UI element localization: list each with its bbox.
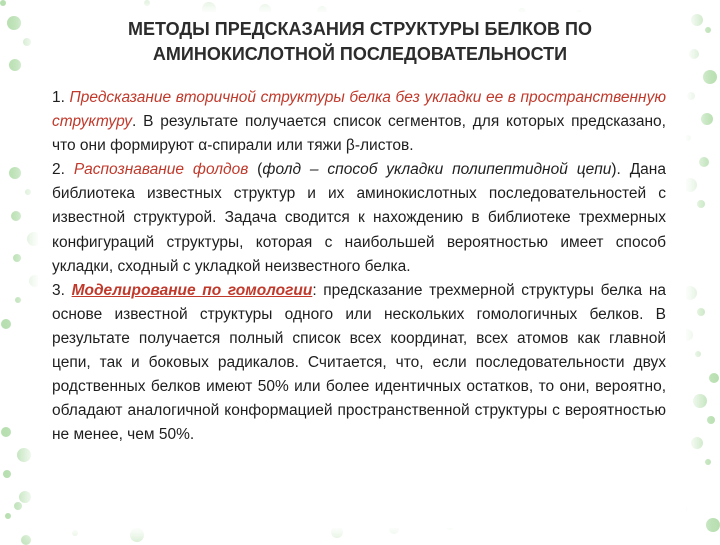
leaf-decoration [687, 92, 695, 100]
leaf-decoration [144, 0, 150, 6]
leaf-decoration [697, 200, 705, 208]
leaf-decoration [13, 254, 21, 262]
leaf-decoration [706, 518, 720, 532]
method-name: Моделирование по гомологии [71, 281, 313, 299]
leaf-decoration [17, 448, 31, 462]
leaf-decoration [5, 513, 11, 519]
leaf-decoration [1, 319, 11, 329]
leaf-decoration [699, 157, 709, 167]
leaf-decoration [15, 297, 21, 303]
paren-open: ( [248, 161, 263, 179]
method-name: Предсказание вторичной структуры белка без укладки ее в пространственную структуру [52, 89, 666, 131]
page-title [40, 17, 680, 67]
paragraph-text: ). Дана библиотека известных структур и их аминокислотных последовательностей с известной структурой. Задача сводится к нахождению в библиотеке трехмерных конфигураций структуры, которая с наибольшей вероятностью имеет способ укладки, сходный с укладкой неизвестного белка. [52, 161, 666, 275]
leaf-decoration [691, 437, 703, 449]
title-line-2: АМИНОКИСЛОТНОЙ ПОСЛЕДОВАТЕЛЬНОСТИ [152, 44, 568, 64]
method-name: Распознавание фолдов [73, 161, 249, 179]
leaf-decoration [703, 70, 717, 84]
leaf-decoration [72, 530, 78, 536]
leaf-decoration [7, 16, 21, 30]
paragraph-text: . В результате получается список сегментов, для которых предсказано, что они формируют α-спирали или тяжи β-листов. [52, 113, 666, 155]
leaf-decoration [693, 394, 707, 408]
paragraph-3 [52, 279, 666, 448]
paragraph-text: : предсказание трехмерной структуры белка на основе известной структуры одного или нескольких гомологичных белков. В результате получается полный список всех координат, всех атомов как главной цепи, так и боковых радикалов. Считается, что, если последовательности двух родственных белков имеют 50% или более идентичных остатков, то они, вероятно, обладают аналогичной конформацией пространственной структуры с вероятностью не менее, чем 50%. [52, 281, 667, 444]
leaf-decoration [14, 502, 22, 510]
leaf-decoration [707, 416, 715, 424]
leaf-decoration [689, 49, 699, 59]
leaf-decoration [19, 491, 31, 503]
leaf-decoration [0, 0, 6, 6]
leaf-decoration [697, 308, 705, 316]
leaf-decoration [691, 14, 703, 26]
item-number: 2. [52, 161, 74, 179]
paragraph-1 [52, 86, 666, 158]
item-number: 1. [52, 89, 70, 106]
body-text [52, 86, 666, 447]
title-line-1: МЕТОДЫ ПРЕДСКАЗАНИЯ СТРУКТУРЫ БЕЛКОВ ПО [128, 19, 592, 39]
leaf-decoration [705, 459, 711, 465]
leaf-decoration [705, 27, 711, 33]
item-number: 3. [52, 281, 72, 299]
leaf-decoration [3, 470, 11, 478]
leaf-decoration [11, 211, 21, 221]
leaf-decoration [709, 373, 719, 383]
leaf-decoration [9, 167, 21, 179]
leaf-decoration [1, 427, 11, 437]
leaf-decoration [695, 351, 701, 357]
leaf-decoration [9, 59, 21, 71]
leaf-decoration [25, 189, 31, 195]
leaf-decoration [23, 38, 31, 46]
fold-definition: фолд – способ укладки полипептидной цепи [262, 161, 612, 179]
leaf-decoration [701, 113, 713, 125]
paragraph-2 [52, 158, 666, 278]
